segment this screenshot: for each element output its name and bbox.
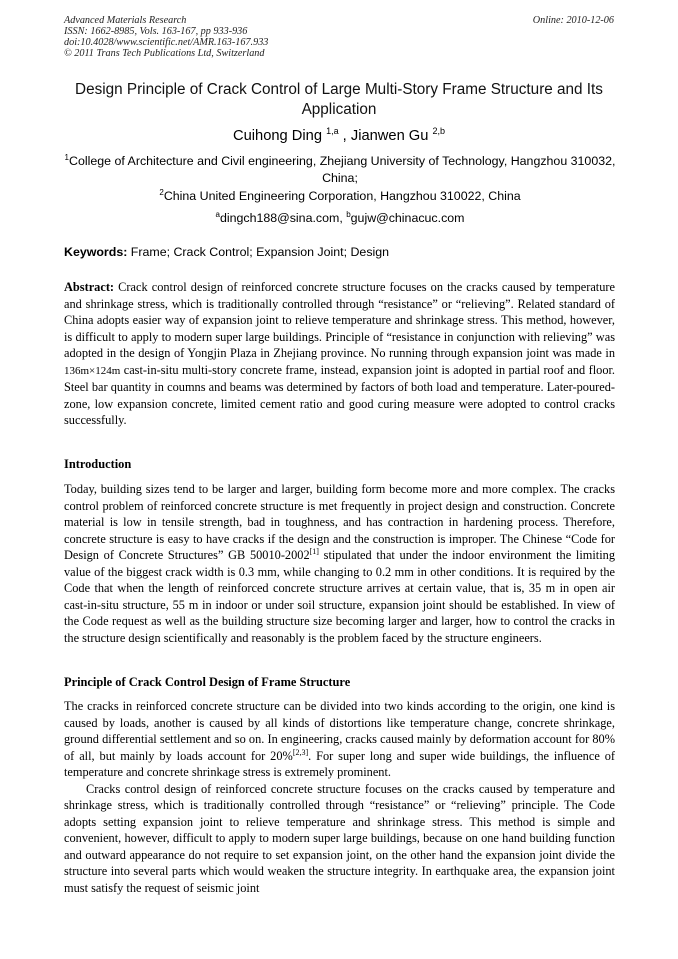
- email-b[interactable]: gujw@chinacuc.com: [350, 211, 465, 225]
- affiliation-2-sup: 2: [159, 188, 164, 197]
- author-1-sup: 1,a: [326, 126, 339, 136]
- keywords: [64, 244, 624, 261]
- keywords-text: Frame; Crack Control; Expansion Joint; Design: [127, 245, 390, 259]
- section-2-p1-text-1: The cracks in reinforced concrete structure can be divided into two kinds according to the origin, one kind is caused by loads, another is caused by all kinds of distortions like temperature change, concrete shrinkage, ground differential settlement and so on. In engineering, cracks caused mainly by deformation account for 80% of all, but mainly by loads account for 20%: [64, 699, 615, 763]
- affiliation-1-sup: 1: [64, 153, 69, 162]
- doi-line[interactable]: doi:10.4028/www.scientific.net/AMR.163-167.933: [64, 37, 269, 48]
- affiliation-1: [62, 153, 618, 187]
- paper-title: Design Principle of Crack Control of Large Multi-Story Frame Structure and Its Application: [75, 81, 603, 118]
- section-2-body: [64, 698, 615, 896]
- section-2-p1-text-2: . For super long and super wide buildings, the influence of temperature and concrete shrinkage stress is extremely prominent.: [64, 748, 615, 779]
- abstract: [64, 279, 615, 429]
- author-line: [0, 127, 678, 145]
- author-2-sup: 2,b: [432, 126, 446, 136]
- affiliation-2: [62, 188, 618, 205]
- introduction-heading: Introduction: [64, 457, 132, 471]
- keywords-label: Keywords:: [64, 245, 128, 259]
- abstract-dimensions: 136m×124m: [64, 364, 121, 377]
- online-date: Online: 2010-12-06: [532, 15, 614, 26]
- email-a-sup: a: [215, 210, 220, 219]
- email-a[interactable]: dingch188@sina.com,: [219, 211, 347, 225]
- introduction-text-1: Today, building sizes tend to be larger and larger, building form become more and more complex. The cracks control problem of reinforced concrete structure is met frequently in project design and construction. Concrete material is low in tensile strength, bad in toughness, and has contraction in hardening process. Therefore, concrete structure is easy to have cracks if the design and the construction is improper. The Chinese “Code for Design of Concrete Structures” GB 50010-2002: [64, 482, 615, 562]
- section-2-ref[interactable]: [2,3]: [292, 747, 309, 757]
- journal-header: [64, 15, 504, 59]
- author-separator: ,: [338, 128, 351, 144]
- email-line: [62, 210, 618, 227]
- abstract-label: Abstract:: [64, 280, 115, 294]
- introduction-body: [64, 481, 615, 646]
- introduction-ref-1[interactable]: [1]: [309, 547, 319, 556]
- email-b-sup: b: [346, 210, 351, 219]
- issn-line: ISSN: 1662-8985, Vols. 163-167, pp 933-936: [64, 26, 248, 37]
- author-2: Jianwen Gu: [350, 128, 429, 144]
- affiliation-1-text: College of Architecture and Civil engineering, Zhejiang University of Technology, Hangzhou 310032, China;: [69, 154, 616, 185]
- abstract-text-1: Crack control design of reinforced concrete structure focuses on the cracks caused by temperature and shrinkage stress, which is traditionally controlled through “resistance” or “relieving”. Related standard of China adopts easier way of expansion joint to relieve temperature and shrinkage stress. This method, however, is difficult to apply to modern super large buildings. Principle of “resistance in conjunction with relieving” was adopted in the design of Yongjin Plaza in Zhejiang province. No running through expansion joint was made in: [64, 280, 615, 360]
- journal-name: Advanced Materials Research: [64, 15, 187, 26]
- section-2-p2: Cracks control design of reinforced concrete structure focuses on the cracks caused by temperature and shrinkage stress, which is traditionally controlled through “resistance” or “relieving” principle. The Code adopts setting expansion joint to relieve temperature and shrinkage stress. This method is simple and convenient, however, difficult to apply to modern super large buildings, because on one hand building function and outward appearance do not require to set expansion joint, on the other hand the expansion joint divide the structure into several parts which would weaken the structure integrity. In earthquake area, the expansion joint must satisfy the request of seismic joint: [64, 781, 615, 895]
- introduction-text-2: stipulated that under the indoor environment the limiting value of the biggest crack width is 0.3 mm, while changing to 0.2 mm in other conditions. It is required by the Code that when the length of reinforced concrete structure arrives at certain value, that is, 35 m in open air cast-in-situ structure, 55 m in indoor or under soil structure, expansion joint should be established. In view of the Code request as well as the building structure size becoming larger and larger, how to control the cracks in the structure design scientifically and reasonably is the problem faced by the structure engineers.: [64, 548, 615, 645]
- affiliation-2-text: China United Engineering Corporation, Hangzhou 310022, China: [163, 189, 521, 203]
- abstract-text-2: cast-in-situ multi-story concrete frame, instead, expansion joint is adopted in partial roof and floor. Steel bar quantity in coumns and beams was determined by factors of both load and temperature. Later-poured-zone, low expansion concrete, limited cement ratio and good curing measure were adopted to control cracks successfully.: [64, 362, 615, 427]
- copyright-line: © 2011 Trans Tech Publications Ltd, Switzerland: [64, 48, 265, 59]
- author-1: Cuihong Ding: [232, 128, 322, 144]
- section-2-heading: Principle of Crack Control Design of Frame Structure: [64, 675, 351, 689]
